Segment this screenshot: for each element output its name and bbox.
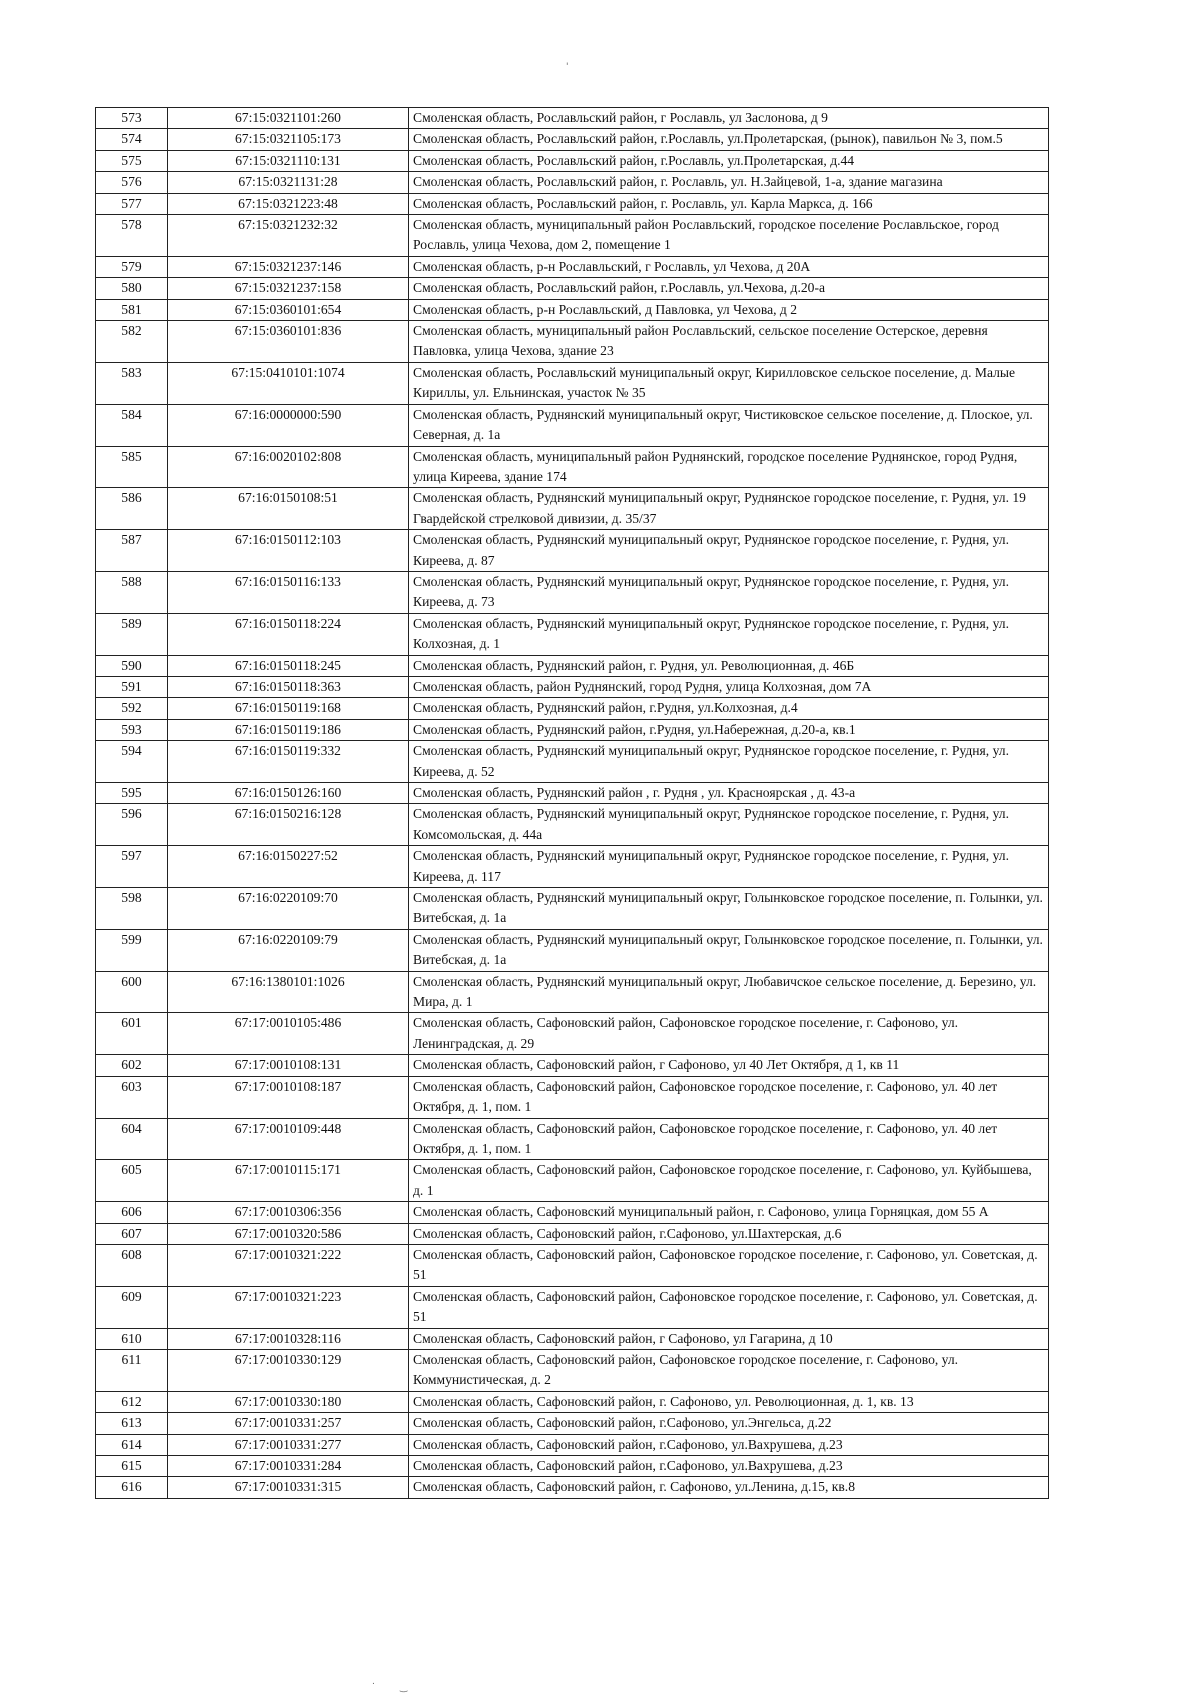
cadastral-number-cell: 67:17:0010330:180 <box>168 1391 409 1412</box>
row-number-cell: 594 <box>96 741 168 783</box>
table-row <box>96 1118 1049 1160</box>
address-cell: Смоленская область, Сафоновский район, г.Сафоново, ул.Вахрушева, д.23 <box>409 1434 1049 1455</box>
row-number-cell: 600 <box>96 971 168 1013</box>
table-row <box>96 1349 1049 1391</box>
address-cell: Смоленская область, Сафоновский район, Сафоновское городское поселение, г. Сафоново, ул. Ленинградская, д. 29 <box>409 1013 1049 1055</box>
address-cell: Смоленская область, Руднянский муниципальный округ, Руднянское городское поселение, г. Рудня, ул. 19 Гвардейской стрелковой дивизии, д. 35/37 <box>409 488 1049 530</box>
cadastral-number-cell: 67:17:0010321:222 <box>168 1244 409 1286</box>
cadastral-number-cell: 67:17:0010331:257 <box>168 1413 409 1434</box>
address-cell: Смоленская область, Рославльский район, г. Рославль, ул. Карла Маркса, д. 166 <box>409 193 1049 214</box>
row-number-cell: 614 <box>96 1434 168 1455</box>
row-number-cell: 603 <box>96 1076 168 1118</box>
table-row <box>96 488 1049 530</box>
address-cell: Смоленская область, Сафоновский район, Сафоновское городское поселение, г. Сафоново, ул. 40 лет Октября, д. 1, пом. 1 <box>409 1076 1049 1118</box>
address-cell: Смоленская область, Руднянский район, г.Рудня, ул.Набережная, д.20-а, кв.1 <box>409 719 1049 740</box>
address-cell: Смоленская область, Руднянский муниципальный округ, Голынковское городское поселение, п. Голынки, ул. Витебская, д. 1а <box>409 929 1049 971</box>
row-number-cell: 579 <box>96 256 168 277</box>
table-row <box>96 1055 1049 1076</box>
row-number-cell: 590 <box>96 655 168 676</box>
row-number-cell: 616 <box>96 1477 168 1498</box>
table-row <box>96 698 1049 719</box>
cadastral-number-cell: 67:15:0321232:32 <box>168 215 409 257</box>
cadastral-number-cell: 67:15:0321105:173 <box>168 129 409 150</box>
address-cell: Смоленская область, Рославльский район, г.Рославль, ул.Пролетарская, д.44 <box>409 150 1049 171</box>
table-row <box>96 1223 1049 1244</box>
table-row <box>96 741 1049 783</box>
cadastral-number-cell: 67:15:0321237:158 <box>168 278 409 299</box>
table-row <box>96 888 1049 930</box>
address-cell: Смоленская область, Сафоновский район, г.Сафоново, ул.Энгельса, д.22 <box>409 1413 1049 1434</box>
row-number-cell: 615 <box>96 1456 168 1477</box>
address-cell: Смоленская область, Руднянский муниципальный округ, Руднянское городское поселение, г. Рудня, ул. Комсомольская, д. 44а <box>409 804 1049 846</box>
table-row <box>96 655 1049 676</box>
table-row <box>96 129 1049 150</box>
address-cell: Смоленская область, Сафоновский район, Сафоновское городское поселение, г. Сафоново, ул. 40 лет Октября, д. 1, пом. 1 <box>409 1118 1049 1160</box>
address-cell: Смоленская область, Сафоновский район, Сафоновское городское поселение, г. Сафоново, ул. Коммунистическая, д. 2 <box>409 1349 1049 1391</box>
row-number-cell: 608 <box>96 1244 168 1286</box>
table-row <box>96 1328 1049 1349</box>
cadastral-number-cell: 67:16:0000000:590 <box>168 404 409 446</box>
address-cell: Смоленская область, Сафоновский муниципальный район, г. Сафоново, улица Горняцкая, дом 55 А <box>409 1202 1049 1223</box>
table-row <box>96 362 1049 404</box>
row-number-cell: 611 <box>96 1349 168 1391</box>
cadastral-number-cell: 67:16:0150119:168 <box>168 698 409 719</box>
cadastral-number-cell: 67:17:0010115:171 <box>168 1160 409 1202</box>
row-number-cell: 598 <box>96 888 168 930</box>
table-row <box>96 804 1049 846</box>
address-cell: Смоленская область, Рославльский район, г.Рославль, ул.Пролетарская, (рынок), павильон № 3, пом.5 <box>409 129 1049 150</box>
cadastral-number-cell: 67:15:0321110:131 <box>168 150 409 171</box>
row-number-cell: 612 <box>96 1391 168 1412</box>
address-cell: Смоленская область, Сафоновский район, Сафоновское городское поселение, г. Сафоново, ул. Советская, д. 51 <box>409 1286 1049 1328</box>
row-number-cell: 595 <box>96 783 168 804</box>
address-cell: Смоленская область, муниципальный район Рославльский, городское поселение Рославльское, город Рославль, улица Чехова, дом 2, помещение 1 <box>409 215 1049 257</box>
table-row <box>96 1286 1049 1328</box>
cadastral-number-cell: 67:15:0360101:836 <box>168 321 409 363</box>
row-number-cell: 583 <box>96 362 168 404</box>
cadastral-number-cell: 67:16:0150119:332 <box>168 741 409 783</box>
row-number-cell: 587 <box>96 530 168 572</box>
cadastral-number-cell: 67:17:0010306:356 <box>168 1202 409 1223</box>
row-number-cell: 581 <box>96 299 168 320</box>
cadastral-number-cell: 67:15:0321101:260 <box>168 108 409 129</box>
address-cell: Смоленская область, Сафоновский район, г.Сафоново, ул.Шахтерская, д.6 <box>409 1223 1049 1244</box>
cadastral-number-cell: 67:16:0150126:160 <box>168 783 409 804</box>
row-number-cell: 573 <box>96 108 168 129</box>
row-number-cell: 593 <box>96 719 168 740</box>
row-number-cell: 606 <box>96 1202 168 1223</box>
address-cell: Смоленская область, Руднянский муниципальный округ, Чистиковское сельское поселение, д. Плоское, ул. Северная, д. 1а <box>409 404 1049 446</box>
table-row <box>96 256 1049 277</box>
address-cell: Смоленская область, Рославльский район, г. Рославль, ул. Н.Зайцевой, 1-а, здание магазина <box>409 172 1049 193</box>
address-cell: Смоленская область, Руднянский район , г. Рудня , ул. Красноярская , д. 43-а <box>409 783 1049 804</box>
row-number-cell: 575 <box>96 150 168 171</box>
table-row <box>96 719 1049 740</box>
row-number-cell: 610 <box>96 1328 168 1349</box>
row-number-cell: 597 <box>96 846 168 888</box>
cadastral-number-cell: 67:16:0150118:363 <box>168 676 409 697</box>
address-cell: Смоленская область, Руднянский муниципальный округ, Руднянское городское поселение, г. Рудня, ул. Киреева, д. 87 <box>409 530 1049 572</box>
row-number-cell: 582 <box>96 321 168 363</box>
table-row <box>96 1391 1049 1412</box>
cadastral-number-cell: 67:17:0010328:116 <box>168 1328 409 1349</box>
cadastral-number-cell: 67:15:0321131:28 <box>168 172 409 193</box>
address-cell: Смоленская область, Сафоновский район, г Сафоново, ул 40 Лет Октября, д 1, кв 11 <box>409 1055 1049 1076</box>
cadastral-number-cell: 67:17:0010109:448 <box>168 1118 409 1160</box>
scan-speck: ‿ <box>400 1683 408 1693</box>
cadastral-number-cell: 67:16:0150118:245 <box>168 655 409 676</box>
cadastral-number-cell: 67:15:0410101:1074 <box>168 362 409 404</box>
cadastral-number-cell: 67:17:0010331:284 <box>168 1456 409 1477</box>
cadastral-number-cell: 67:17:0010108:131 <box>168 1055 409 1076</box>
address-cell: Смоленская область, Руднянский муниципальный округ, Руднянское городское поселение, г. Рудня, ул. Киреева, д. 73 <box>409 571 1049 613</box>
address-cell: Смоленская область, р-н Рославльский, д Павловка, ул Чехова, д 2 <box>409 299 1049 320</box>
scan-speck: . <box>372 1677 375 1687</box>
address-cell: Смоленская область, Сафоновский район, Сафоновское городское поселение, г. Сафоново, ул. Советская, д. 51 <box>409 1244 1049 1286</box>
row-number-cell: 609 <box>96 1286 168 1328</box>
table-row <box>96 278 1049 299</box>
address-cell: Смоленская область, Руднянский район, г.Рудня, ул.Колхозная, д.4 <box>409 698 1049 719</box>
address-cell: Смоленская область, Руднянский муниципальный округ, Любавичское сельское поселение, д. Березино, ул. Мира, д. 1 <box>409 971 1049 1013</box>
address-cell: Смоленская область, Сафоновский район, г. Сафоново, ул.Ленина, д.15, кв.8 <box>409 1477 1049 1498</box>
cadastral-number-cell: 67:17:0010105:486 <box>168 1013 409 1055</box>
cadastral-number-cell: 67:16:0150216:128 <box>168 804 409 846</box>
table-row <box>96 299 1049 320</box>
address-cell: Смоленская область, р-н Рославльский, г Рославль, ул Чехова, д 20А <box>409 256 1049 277</box>
row-number-cell: 607 <box>96 1223 168 1244</box>
row-number-cell: 613 <box>96 1413 168 1434</box>
address-cell: Смоленская область, район Руднянский, город Рудня, улица Колхозная, дом 7А <box>409 676 1049 697</box>
table-row <box>96 846 1049 888</box>
row-number-cell: 576 <box>96 172 168 193</box>
address-cell: Смоленская область, Рославльский район, г Рославль, ул Заслонова, д 9 <box>409 108 1049 129</box>
row-number-cell: 601 <box>96 1013 168 1055</box>
cadastral-number-cell: 67:15:0321237:146 <box>168 256 409 277</box>
row-number-cell: 592 <box>96 698 168 719</box>
cadastral-number-cell: 67:16:0150227:52 <box>168 846 409 888</box>
table-row <box>96 193 1049 214</box>
address-cell: Смоленская область, Руднянский район, г. Рудня, ул. Революционная, д. 46Б <box>409 655 1049 676</box>
table-row <box>96 321 1049 363</box>
table-row <box>96 215 1049 257</box>
table-row <box>96 530 1049 572</box>
table-row <box>96 1076 1049 1118</box>
address-cell: Смоленская область, Сафоновский район, Сафоновское городское поселение, г. Сафоново, ул. Куйбышева, д. 1 <box>409 1160 1049 1202</box>
table-row <box>96 571 1049 613</box>
address-cell: Смоленская область, Руднянский муниципальный округ, Руднянское городское поселение, г. Рудня, ул. Киреева, д. 117 <box>409 846 1049 888</box>
row-number-cell: 586 <box>96 488 168 530</box>
row-number-cell: 580 <box>96 278 168 299</box>
address-cell: Смоленская область, Рославльский район, г.Рославль, ул.Чехова, д.20-а <box>409 278 1049 299</box>
scan-speck: ' <box>566 62 569 72</box>
cadastral-number-cell: 67:17:0010330:129 <box>168 1349 409 1391</box>
cadastral-number-cell: 67:16:0150108:51 <box>168 488 409 530</box>
registry-table <box>95 107 1049 1499</box>
table-row <box>96 1413 1049 1434</box>
row-number-cell: 588 <box>96 571 168 613</box>
row-number-cell: 584 <box>96 404 168 446</box>
address-cell: Смоленская область, Руднянский муниципальный округ, Руднянское городское поселение, г. Рудня, ул. Колхозная, д. 1 <box>409 613 1049 655</box>
row-number-cell: 602 <box>96 1055 168 1076</box>
address-cell: Смоленская область, Рославльский муниципальный округ, Кирилловское сельское поселение, д. Малые Кириллы, ул. Ельнинская, участок № 35 <box>409 362 1049 404</box>
table-row <box>96 172 1049 193</box>
row-number-cell: 577 <box>96 193 168 214</box>
row-number-cell: 585 <box>96 446 168 488</box>
table-row <box>96 1456 1049 1477</box>
cadastral-number-cell: 67:16:0150112:103 <box>168 530 409 572</box>
table-row <box>96 676 1049 697</box>
table-row <box>96 1013 1049 1055</box>
table-row <box>96 1434 1049 1455</box>
row-number-cell: 578 <box>96 215 168 257</box>
cadastral-number-cell: 67:16:0150119:186 <box>168 719 409 740</box>
cadastral-number-cell: 67:16:0220109:79 <box>168 929 409 971</box>
table-row <box>96 1244 1049 1286</box>
cadastral-number-cell: 67:17:0010331:277 <box>168 1434 409 1455</box>
address-cell: Смоленская область, муниципальный район Рославльский, сельское поселение Остерское, деревня Павловка, улица Чехова, здание 23 <box>409 321 1049 363</box>
row-number-cell: 599 <box>96 929 168 971</box>
cadastral-number-cell: 67:15:0360101:654 <box>168 299 409 320</box>
row-number-cell: 605 <box>96 1160 168 1202</box>
row-number-cell: 589 <box>96 613 168 655</box>
address-cell: Смоленская область, Сафоновский район, г Сафоново, ул Гагарина, д 10 <box>409 1328 1049 1349</box>
cadastral-number-cell: 67:16:1380101:1026 <box>168 971 409 1013</box>
cadastral-number-cell: 67:17:0010108:187 <box>168 1076 409 1118</box>
registry-table-body <box>96 108 1049 1499</box>
table-row <box>96 1202 1049 1223</box>
table-row <box>96 1477 1049 1498</box>
address-cell: Смоленская область, Сафоновский район, г.Сафоново, ул.Вахрушева, д.23 <box>409 1456 1049 1477</box>
cadastral-number-cell: 67:17:0010320:586 <box>168 1223 409 1244</box>
cadastral-number-cell: 67:16:0150116:133 <box>168 571 409 613</box>
table-row <box>96 929 1049 971</box>
address-cell: Смоленская область, Руднянский муниципальный округ, Голынковское городское поселение, п. Голынки, ул. Витебская, д. 1а <box>409 888 1049 930</box>
table-row <box>96 1160 1049 1202</box>
address-cell: Смоленская область, муниципальный район Руднянский, городское поселение Руднянское, город Рудня, улица Киреева, здание 174 <box>409 446 1049 488</box>
table-row <box>96 613 1049 655</box>
row-number-cell: 596 <box>96 804 168 846</box>
table-row <box>96 404 1049 446</box>
table-row <box>96 150 1049 171</box>
row-number-cell: 591 <box>96 676 168 697</box>
row-number-cell: 604 <box>96 1118 168 1160</box>
cadastral-number-cell: 67:16:0150118:224 <box>168 613 409 655</box>
cadastral-number-cell: 67:17:0010321:223 <box>168 1286 409 1328</box>
address-cell: Смоленская область, Сафоновский район, г. Сафоново, ул. Революционная, д. 1, кв. 13 <box>409 1391 1049 1412</box>
table-row <box>96 783 1049 804</box>
row-number-cell: 574 <box>96 129 168 150</box>
table-row <box>96 971 1049 1013</box>
table-row <box>96 108 1049 129</box>
cadastral-number-cell: 67:15:0321223:48 <box>168 193 409 214</box>
table-row <box>96 446 1049 488</box>
cadastral-number-cell: 67:16:0020102:808 <box>168 446 409 488</box>
cadastral-number-cell: 67:16:0220109:70 <box>168 888 409 930</box>
cadastral-number-cell: 67:17:0010331:315 <box>168 1477 409 1498</box>
address-cell: Смоленская область, Руднянский муниципальный округ, Руднянское городское поселение, г. Рудня, ул. Киреева, д. 52 <box>409 741 1049 783</box>
